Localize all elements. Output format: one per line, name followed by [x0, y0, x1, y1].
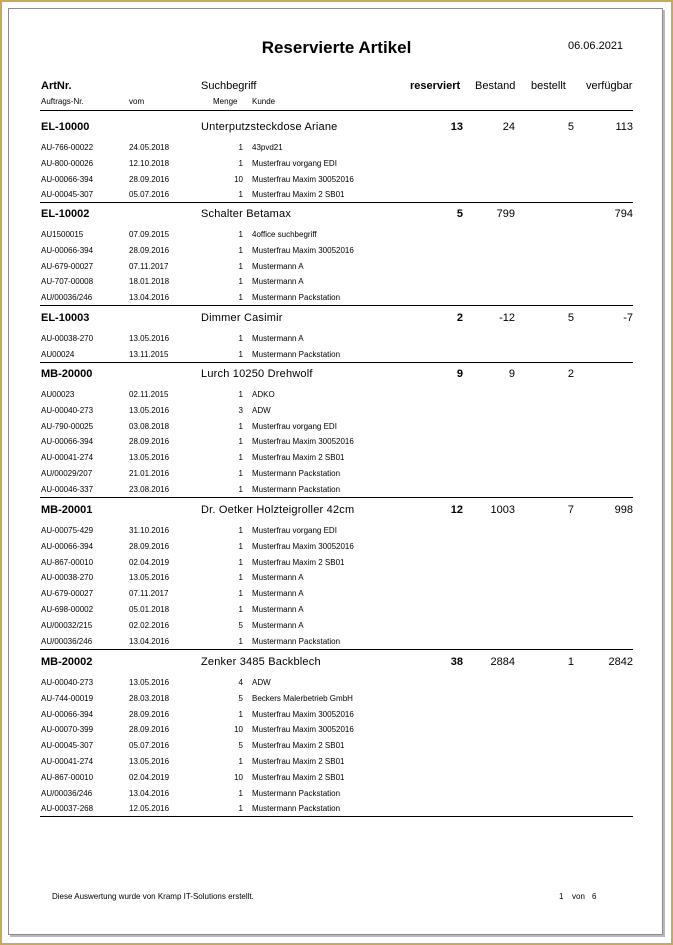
order-customer: Musterfrau Maxim 30052016: [252, 725, 354, 735]
order-number: AU/00036/246: [41, 788, 93, 798]
article-name: Dr. Oetker Holzteigroller 42cm: [201, 504, 355, 516]
article-ordered: 1: [567, 656, 574, 668]
article-number: EL-10002: [41, 208, 90, 220]
order-date: 03.08.2018: [129, 421, 170, 431]
order-customer: Mustermann A: [252, 620, 304, 630]
order-customer: Musterfrau Maxim 2 SB01: [252, 757, 345, 766]
report-title: Reservierte Artikel: [261, 38, 412, 57]
order-number: AU-00040-273: [41, 678, 94, 687]
article-name: Lurch 10250 Drehwolf: [201, 368, 313, 380]
order-customer: Mustermann A: [252, 573, 304, 583]
col-artnr: ArtNr.: [41, 80, 72, 92]
order-quantity: 1: [238, 230, 243, 239]
order-date: 05.07.2016: [129, 741, 170, 751]
order-number: AU-00037-268: [41, 804, 94, 814]
order-date: 24.05.2018: [129, 143, 170, 152]
article-available: 998: [614, 504, 633, 516]
group-separator-rule: [40, 362, 633, 363]
order-quantity: 1: [238, 190, 243, 200]
order-customer: Mustermann Packstation: [252, 788, 341, 798]
order-date: 28.09.2016: [129, 437, 170, 447]
order-customer: Mustermann Packstation: [252, 636, 341, 646]
col-auftrags-nr: Auftrags-Nr.: [41, 97, 84, 106]
col-menge: Menge: [213, 97, 238, 106]
col-verfuegbar: verfügbar: [586, 80, 633, 92]
order-quantity: 1: [238, 541, 243, 551]
order-number: AU-00066-394: [41, 437, 94, 447]
order-quantity: 1: [238, 349, 243, 359]
order-number: AU-707-00008: [41, 277, 94, 287]
order-number: AU00024: [41, 349, 75, 359]
order-date: 13.05.2016: [129, 678, 170, 687]
col-kunde: Kunde: [252, 97, 276, 106]
order-number: AU/00036/246: [41, 293, 93, 303]
footer-note: Diese Auswertung wurde von Kramp IT-Solutions erstellt.: [52, 892, 254, 901]
order-number: AU/00036/246: [41, 636, 93, 646]
order-customer: ADKO: [252, 390, 275, 399]
article-name: Schalter Betamax: [201, 208, 292, 220]
article-name: Dimmer Casimir: [201, 312, 283, 324]
order-quantity: 1: [238, 453, 243, 463]
article-ordered: 7: [567, 504, 574, 516]
col-bestand: Bestand: [475, 80, 516, 92]
article-name: Zenker 3485 Backblech: [201, 656, 321, 668]
order-quantity: 1: [238, 469, 243, 478]
order-quantity: 5: [238, 741, 243, 751]
order-number: AU-00045-307: [41, 190, 94, 200]
article-stock: 9: [508, 368, 515, 380]
order-date: 28.09.2016: [129, 725, 170, 735]
order-date: 28.09.2016: [129, 709, 170, 719]
order-customer: Mustermann Packstation: [252, 804, 341, 814]
article-number: EL-10000: [41, 121, 90, 133]
order-number: AU-00066-394: [41, 245, 94, 255]
order-quantity: 1: [238, 390, 243, 399]
order-customer: Beckers Malerbetrieb GmbH: [252, 693, 353, 703]
order-customer: Musterfrau Maxim 2 SB01: [252, 557, 345, 567]
order-customer: Mustermann A: [252, 589, 304, 599]
order-customer: Mustermann A: [252, 261, 304, 271]
order-customer: Mustermann A: [252, 277, 304, 287]
order-number: AU-800-00026: [41, 158, 94, 168]
order-number: AU-679-00027: [41, 261, 94, 271]
order-customer: Musterfrau Maxim 30052016: [252, 174, 354, 184]
order-number: AU-698-00002: [41, 605, 94, 614]
order-customer: Musterfrau vorgang EDI: [252, 526, 337, 535]
article-ordered: 5: [567, 312, 574, 324]
order-date: 18.01.2018: [129, 277, 170, 287]
order-customer: Musterfrau Maxim 2 SB01: [252, 772, 345, 782]
order-customer: Musterfrau Maxim 30052016: [252, 245, 354, 255]
order-date: 13.04.2016: [129, 293, 170, 303]
article-ordered: 5: [567, 121, 574, 133]
order-number: AU-00046-337: [41, 484, 94, 494]
order-number: AU-00038-270: [41, 573, 94, 583]
order-customer: Mustermann A: [252, 605, 304, 614]
order-quantity: 1: [238, 143, 243, 152]
report-date: 06.06.2021: [568, 40, 624, 52]
order-number: AU-766-00022: [41, 143, 94, 152]
order-quantity: 1: [238, 636, 243, 646]
order-quantity: 4: [238, 678, 243, 687]
order-customer: Musterfrau Maxim 2 SB01: [252, 453, 345, 463]
order-quantity: 1: [238, 293, 243, 303]
order-quantity: 1: [238, 788, 243, 798]
article-available: 794: [614, 208, 633, 220]
order-number: AU-00066-394: [41, 709, 94, 719]
order-number: AU1500015: [41, 230, 84, 239]
article-stock: 799: [496, 208, 515, 220]
order-date: 07.09.2015: [129, 230, 170, 239]
order-date: 28.03.2018: [129, 693, 170, 703]
order-number: AU/00029/207: [41, 469, 93, 478]
order-quantity: 5: [238, 693, 243, 703]
order-date: 28.09.2016: [129, 541, 170, 551]
order-quantity: 1: [238, 557, 243, 567]
order-date: 12.05.2016: [129, 804, 170, 814]
order-date: 13.05.2016: [129, 757, 170, 766]
group-separator-rule: [40, 305, 633, 306]
order-number: AU-00041-274: [41, 453, 94, 463]
order-date: 13.05.2016: [129, 573, 170, 583]
order-customer: Musterfrau vorgang EDI: [252, 158, 337, 168]
order-quantity: 1: [238, 709, 243, 719]
order-date: 23.08.2016: [129, 484, 170, 494]
article-number: MB-20001: [41, 504, 93, 516]
footer-page-number: 1: [559, 892, 564, 901]
order-date: 12.10.2018: [129, 158, 170, 168]
order-customer: Musterfrau Maxim 30052016: [252, 437, 354, 447]
order-number: AU-00066-394: [41, 541, 94, 551]
article-available: 113: [615, 121, 633, 133]
order-customer: ADW: [252, 405, 271, 415]
order-number: AU-00038-270: [41, 334, 94, 343]
article-available: 2842: [608, 656, 633, 668]
article-stock: 2884: [490, 656, 515, 668]
order-number: AU/00032/215: [41, 620, 93, 630]
order-date: 13.05.2016: [129, 405, 170, 415]
order-quantity: 1: [238, 526, 243, 535]
group-separator-rule: [40, 202, 633, 203]
article-number: MB-20002: [41, 656, 93, 668]
order-number: AU-790-00025: [41, 421, 94, 431]
order-quantity: 1: [238, 757, 243, 766]
order-customer: Musterfrau Maxim 30052016: [252, 541, 354, 551]
order-number: AU-867-00010: [41, 772, 94, 782]
order-quantity: 1: [238, 804, 243, 814]
order-quantity: 1: [238, 334, 243, 343]
order-date: 05.07.2016: [129, 190, 170, 200]
order-date: 13.04.2016: [129, 636, 170, 646]
order-number: AU-00066-394: [41, 174, 94, 184]
order-quantity: 1: [238, 437, 243, 447]
col-reserviert: reserviert: [410, 80, 461, 92]
order-date: 13.05.2016: [129, 334, 170, 343]
order-quantity: 1: [238, 484, 243, 494]
order-date: 21.01.2016: [129, 469, 170, 478]
order-number: AU-00041-274: [41, 757, 94, 766]
col-bestellt: bestellt: [531, 80, 566, 92]
order-customer: Mustermann Packstation: [252, 349, 341, 359]
order-customer: ADW: [252, 678, 271, 687]
header-rule: [40, 110, 633, 111]
order-date: 28.09.2016: [129, 245, 170, 255]
order-customer: Musterfrau vorgang EDI: [252, 421, 337, 431]
order-quantity: 1: [238, 261, 243, 271]
order-quantity: 1: [238, 277, 243, 287]
order-quantity: 10: [234, 725, 243, 735]
order-customer: 43pvd21: [252, 143, 283, 152]
article-reserved: 12: [450, 504, 463, 516]
order-quantity: 1: [238, 573, 243, 583]
article-reserved: 5: [456, 208, 463, 220]
order-date: 02.04.2019: [129, 772, 170, 782]
order-customer: Mustermann Packstation: [252, 293, 341, 303]
article-reserved: 2: [456, 312, 463, 324]
order-number: AU-679-00027: [41, 589, 94, 599]
footer-page-total: 6: [592, 892, 597, 901]
group-separator-rule: [40, 497, 633, 498]
order-date: 05.01.2018: [129, 605, 170, 614]
article-stock: 1003: [490, 504, 515, 516]
order-number: AU-00075-429: [41, 526, 94, 535]
order-date: 13.11.2015: [129, 349, 169, 359]
article-stock: 24: [502, 121, 515, 133]
article-available: -7: [623, 312, 633, 324]
order-date: 13.05.2016: [129, 453, 170, 463]
order-date: 28.09.2016: [129, 174, 170, 184]
order-date: 07.11.2017: [129, 261, 169, 271]
article-reserved: 9: [456, 368, 463, 380]
order-quantity: 3: [238, 405, 243, 415]
order-quantity: 1: [238, 421, 243, 431]
order-number: AU-867-00010: [41, 557, 94, 567]
order-quantity: 10: [234, 772, 243, 782]
order-quantity: 5: [238, 620, 243, 630]
order-quantity: 10: [234, 174, 243, 184]
order-number: AU-00040-273: [41, 405, 94, 415]
article-number: EL-10003: [41, 312, 90, 324]
order-customer: Musterfrau Maxim 30052016: [252, 709, 354, 719]
order-number: AU-744-00019: [41, 693, 94, 703]
order-number: AU-00070-399: [41, 725, 94, 735]
order-number: AU00023: [41, 390, 75, 399]
col-suchbegriff: Suchbegriff: [201, 80, 257, 92]
footer-von: von: [572, 892, 585, 901]
article-reserved: 13: [450, 121, 463, 133]
order-number: AU-00045-307: [41, 741, 94, 751]
order-customer: Mustermann Packstation: [252, 469, 341, 478]
order-customer: 4office suchbegriff: [252, 230, 317, 239]
article-name: Unterputzsteckdose Ariane: [201, 121, 338, 133]
order-customer: Musterfrau Maxim 2 SB01: [252, 190, 345, 200]
order-date: 02.04.2019: [129, 557, 170, 567]
order-date: 13.04.2016: [129, 788, 170, 798]
order-quantity: 1: [238, 589, 243, 599]
col-vom: vom: [129, 97, 145, 106]
article-reserved: 38: [450, 656, 463, 668]
order-quantity: 1: [238, 158, 243, 168]
order-customer: Mustermann Packstation: [252, 484, 341, 494]
article-number: MB-20000: [41, 368, 93, 380]
article-stock: -12: [499, 312, 515, 324]
order-date: 07.11.2017: [129, 589, 169, 599]
order-date: 02.02.2016: [129, 620, 170, 630]
order-quantity: 1: [238, 605, 243, 614]
group-separator-rule: [40, 649, 633, 650]
order-date: 31.10.2016: [129, 526, 170, 535]
article-ordered: 2: [567, 368, 574, 380]
order-customer: Mustermann A: [252, 334, 304, 343]
group-separator-rule: [40, 816, 633, 817]
order-date: 02.11.2015: [129, 390, 169, 399]
order-quantity: 1: [238, 245, 243, 255]
order-customer: Musterfrau Maxim 2 SB01: [252, 741, 345, 751]
